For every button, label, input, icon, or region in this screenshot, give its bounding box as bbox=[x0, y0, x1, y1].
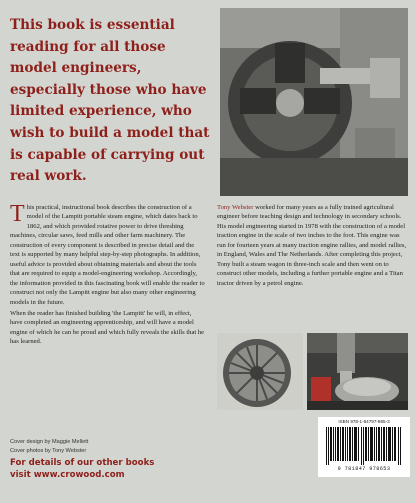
cover-photos-credit: Cover photos by Tony Webster bbox=[10, 448, 87, 454]
footer-line-1: For details of our other books bbox=[10, 458, 155, 468]
wheel-photo bbox=[217, 333, 303, 410]
author-bio bbox=[217, 203, 408, 290]
footer-website: visit www.crowood.com bbox=[10, 469, 125, 480]
milling-photo bbox=[307, 333, 408, 410]
barcode-number: 9 781847 978653 bbox=[337, 466, 391, 472]
cover-credits bbox=[10, 438, 210, 456]
isbn: ISBN 978-1-84797-865-3 bbox=[338, 419, 390, 424]
headline: This book is essential reading for all those model engineers, especially those who have limited experience, who wish to build a model that is capable of carrying out real work. bbox=[10, 17, 210, 185]
author-bio-paragraph bbox=[217, 203, 408, 288]
lathe-chuck-photo bbox=[220, 8, 408, 196]
cover-design-credit: Cover design by Maggie Mellett bbox=[10, 439, 89, 445]
drop-cap: T bbox=[10, 201, 25, 227]
author-bio-text: worked for many years as a fully trained agricultural engineer before teaching design and technology in secondary schools. His model engineering started in 1978 with the construction of a model traction engine in the scale of two inches to the foot. This engine was run for fourteen years at many traction engine rallies, and model rallies, in England, Wales and The Netherlands. After completing this project, Tony built a steam wagon in three-inch scale and then went on to construct other models, including a further portable engine and a Titan tractor driven by a petrol engine. bbox=[217, 204, 407, 287]
description-para-1-text: his practical, instructional book describes the construction of a model of the Lampitt portable steam engine, which dates back to 1862, and which provided rotative power to drive threshing machines, circular saws, feed mills and other farm machinery. The construction of every component is described in precise detail and the text is supported by many helpful step-by-step photographs. In addition, useful advice is provided about obtaining materials and about the tools that are required to equip a model-engineering workshop. Accordingly, the information provided in this fascinating book will enable the reader to construct not only the Lampitt engine but also many other engineering models in the future. bbox=[10, 204, 205, 306]
author-name: Tony Webster bbox=[217, 204, 254, 211]
barcode-bars bbox=[326, 427, 402, 465]
description-para-2: When the reader has finished building 'the Lampitt' he will, in effect, have completed an engineering apprenticeship, and will have a model engine of which he can be proud and which fully reveals the skills that he has learned. bbox=[10, 309, 205, 346]
barcode-box bbox=[318, 417, 410, 477]
description bbox=[10, 203, 205, 349]
footer bbox=[10, 458, 230, 481]
description-para-1 bbox=[10, 203, 205, 307]
